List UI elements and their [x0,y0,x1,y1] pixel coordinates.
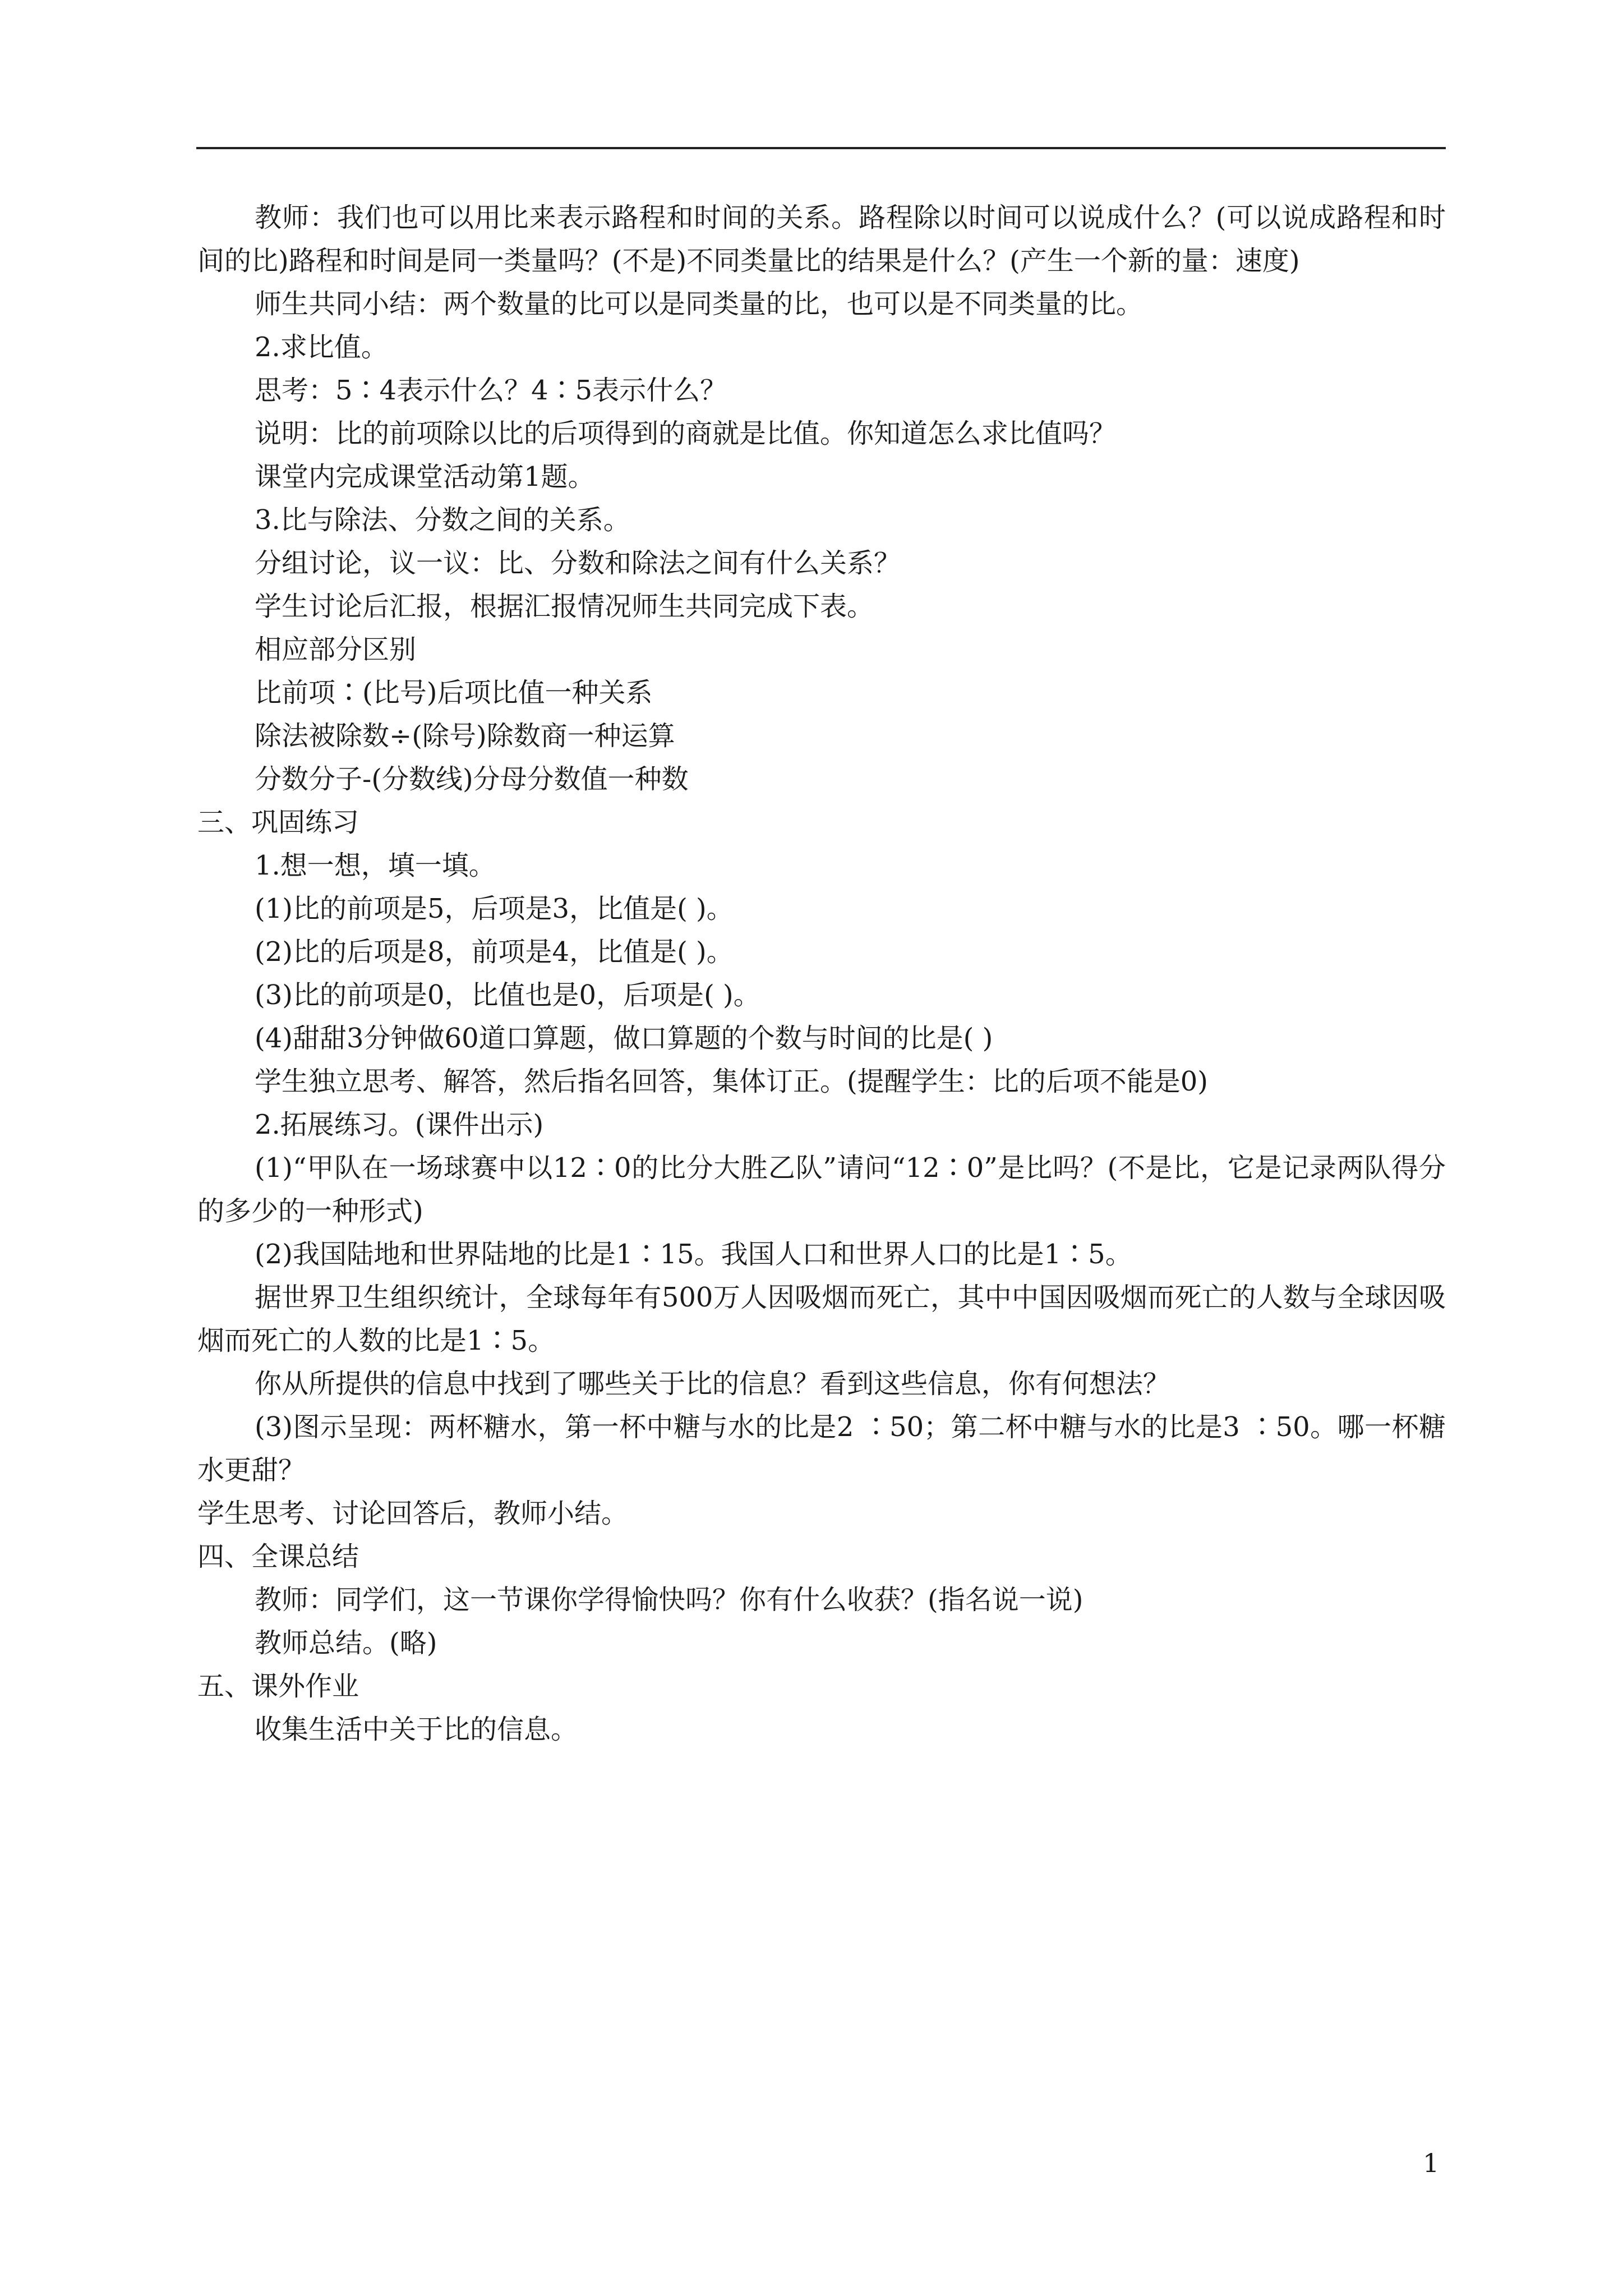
document-body [197,196,1446,1751]
paragraph: (1)“甲队在一场球赛中以12∶0的比分大胜乙队”请问“12∶0”是比吗？(不是比，它是记录两队得分的多少的一种形式) [197,1152,1446,1227]
paragraph: 据世界卫生组织统计，全球每年有500万人因吸烟而死亡，其中中国因吸烟而死亡的人数与全球因吸烟而死亡的人数的比是1∶5。 [197,1282,1446,1356]
paragraph: 学生独立思考、解答，然后指名回答，集体订正。(提醒学生：比的后项不能是0) [255,1066,1208,1097]
paragraph: 2.求比值。 [255,332,388,363]
paragraph: (2)比的后项是8，前项是4，比值是( )。 [255,936,734,968]
paragraph: 四、全课总结 [197,1541,359,1572]
paragraph: 除法被除数÷(除号)除数商一种运算 [255,720,675,752]
paragraph: 五、课外作业 [197,1671,359,1702]
paragraph: 三、巩固练习 [197,807,359,838]
paragraph: (1)比的前项是5，后项是3，比值是( )。 [255,893,734,924]
paragraph: (4)甜甜3分钟做60道口算题，做口算题的个数与时间的比是( ) [255,1023,993,1054]
paragraph: 课堂内完成课堂活动第1题。 [255,461,595,493]
paragraph: (2)我国陆地和世界陆地的比是1∶15。我国人口和世界人口的比是1∶5。 [255,1239,1132,1270]
paragraph: 学生讨论后汇报，根据汇报情况师生共同完成下表。 [255,591,874,622]
paragraph: 师生共同小结：两个数量的比可以是同类量的比，也可以是不同类量的比。 [255,288,1144,320]
header-rule [196,147,1446,149]
paragraph: 教师总结。(略) [255,1627,437,1659]
paragraph: 教师：同学们，这一节课你学得愉快吗？你有什么收获？(指名说一说) [255,1584,1083,1616]
paragraph: 收集生活中关于比的信息。 [255,1714,578,1745]
page-number: 1 [1423,2148,1440,2178]
paragraph: 3.比与除法、分数之间的关系。 [255,504,630,536]
paragraph: (3)比的前项是0，比值也是0，后项是( )。 [255,979,760,1011]
paragraph: 教师：我们也可以用比来表示路程和时间的关系。路程除以时间可以说成什么？(可以说成路程和时间的比)路程和时间是同一类量吗？(不是)不同类量比的结果是什么？(产生一个新的量：速度) [197,202,1446,277]
paragraph: 学生思考、讨论回答后，教师小结。 [197,1498,629,1529]
paragraph: 比前项∶(比号)后项比值一种关系 [255,677,653,708]
paragraph: 1.想一想，填一填。 [255,850,496,881]
paragraph: 分组讨论，议一议：比、分数和除法之间有什么关系？ [255,547,901,579]
paragraph: 思考：5∶4表示什么？4∶5表示什么？ [255,375,727,406]
paragraph: 你从所提供的信息中找到了哪些关于比的信息？看到这些信息，你有何想法？ [255,1368,1170,1400]
paragraph: (3)图示呈现：两杯糖水，第一杯中糖与水的比是2 ∶50；第二杯中糖与水的比是3 ∶50。哪一杯糖水更甜？ [197,1411,1446,1486]
paragraph: 分数分子-(分数线)分母分数值一种数 [255,763,689,795]
paragraph: 相应部分区别 [255,634,417,665]
paragraph: 2.拓展练习。(课件出示) [255,1109,544,1140]
paragraph: 说明：比的前项除以比的后项得到的商就是比值。你知道怎么求比值吗？ [255,418,1117,449]
